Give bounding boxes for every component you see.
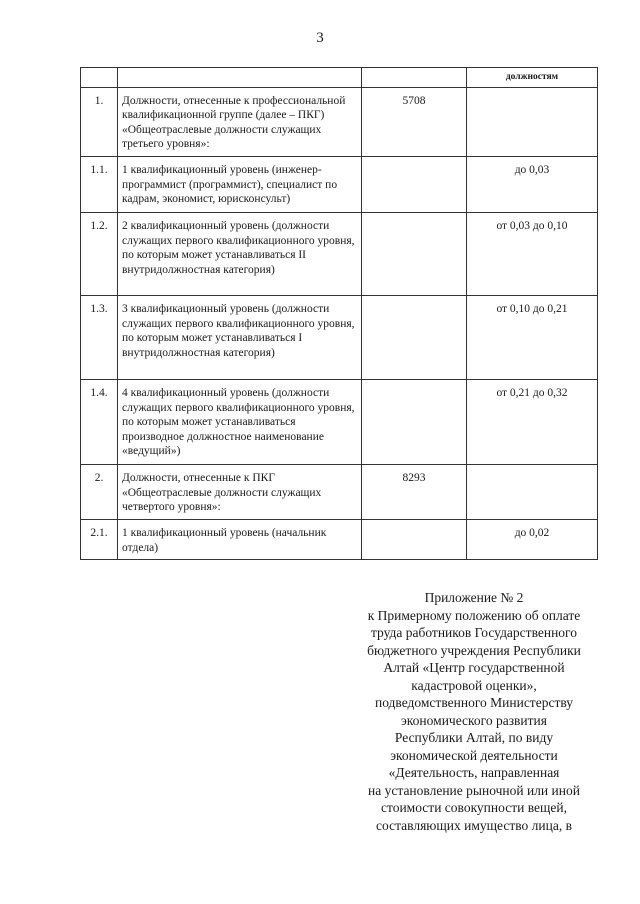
- annex-line: экономического развития: [401, 712, 547, 728]
- annex-line: кадастровой оценки»,: [411, 677, 537, 693]
- row-position-name: 2 квалификационный уровень (должности служащих первого квалификационного уровня, по которым может устанавливаться II внутридолжностная категория): [118, 212, 362, 295]
- row-coefficient: от 0,10 до 0,21: [467, 295, 598, 379]
- salary-table: [80, 67, 598, 560]
- row-coefficient: от 0,21 до 0,32: [467, 379, 598, 464]
- row-number: 1.2.: [81, 212, 118, 295]
- row-number: 2.1.: [81, 519, 118, 559]
- page-number: 3: [316, 30, 324, 46]
- annex-line: к Примерному положению об оплате: [367, 607, 581, 623]
- annex-line: Республики Алтай, по виду: [394, 730, 554, 745]
- annex-line: составляющих имущество лица, в: [376, 817, 572, 833]
- row-coefficient: до 0,03: [467, 156, 598, 212]
- table-row: [81, 464, 598, 519]
- row-salary: [362, 519, 467, 559]
- header-num: [81, 68, 118, 88]
- row-salary: 8293: [362, 464, 467, 519]
- row-salary: [362, 156, 467, 212]
- table-row: [81, 295, 598, 379]
- row-position-name: 1 квалификационный уровень (инженер-программист (программист), специалист по кадрам, экономист, юрисконсульт): [118, 156, 362, 212]
- annex-line: на установление рыночной или иной: [368, 782, 580, 798]
- row-coefficient: [467, 464, 598, 519]
- table-row: [81, 156, 598, 212]
- row-number: 1.1.: [81, 156, 118, 212]
- row-salary: [362, 379, 467, 464]
- annex-line: бюджетного учреждения Республики: [367, 642, 581, 658]
- row-position-name: Должности, отнесенные к ПКГ «Общеотраслевые должности служащих четвертого уровня»:: [118, 464, 362, 519]
- row-position-name: 3 квалификационный уровень (должности служащих первого квалификационного уровня, по которым может устанавливаться I внутридолжностная категория): [118, 295, 362, 379]
- row-number: 2.: [81, 464, 118, 519]
- table-row: [81, 212, 598, 295]
- annex-line: «Деятельность, направленная: [388, 765, 560, 780]
- annex-block: [350, 589, 598, 834]
- table-row: [81, 379, 598, 464]
- row-coefficient: от 0,03 до 0,10: [467, 212, 598, 295]
- header-coefficient: должностям: [467, 68, 598, 88]
- table-header-row: [81, 68, 598, 88]
- row-position-name: 1 квалификационный уровень (начальник отдела): [118, 519, 362, 559]
- row-coefficient: до 0,02: [467, 519, 598, 559]
- annex-line: Алтай «Центр государственной: [383, 660, 565, 675]
- annex-line: подведомственного Министерству: [374, 695, 574, 710]
- row-number: 1.3.: [81, 295, 118, 379]
- row-position-name: 4 квалификационный уровень (должности служащих первого квалификационного уровня, по которым может устанавливаться производное должностное наименование «ведущий»): [118, 379, 362, 464]
- table-row: [81, 519, 598, 559]
- row-number: 1.4.: [81, 379, 118, 464]
- table-row: [81, 87, 598, 156]
- header-name: [118, 68, 362, 88]
- row-salary: [362, 295, 467, 379]
- annex-line: экономической деятельности: [390, 747, 558, 763]
- row-coefficient: [467, 87, 598, 156]
- annex-line: Приложение № 2: [424, 590, 524, 605]
- annex-line: труда работников Государственного: [370, 625, 578, 640]
- row-number: 1.: [81, 87, 118, 156]
- row-salary: 5708: [362, 87, 467, 156]
- row-salary: [362, 212, 467, 295]
- header-salary: [362, 68, 467, 88]
- annex-line: стоимости совокупности вещей,: [380, 800, 567, 815]
- row-position-name: Должности, отнесенные к профессиональной квалификационной группе (далее – ПКГ) «Общеотраслевые должности служащих третьего уровня»:: [118, 87, 362, 156]
